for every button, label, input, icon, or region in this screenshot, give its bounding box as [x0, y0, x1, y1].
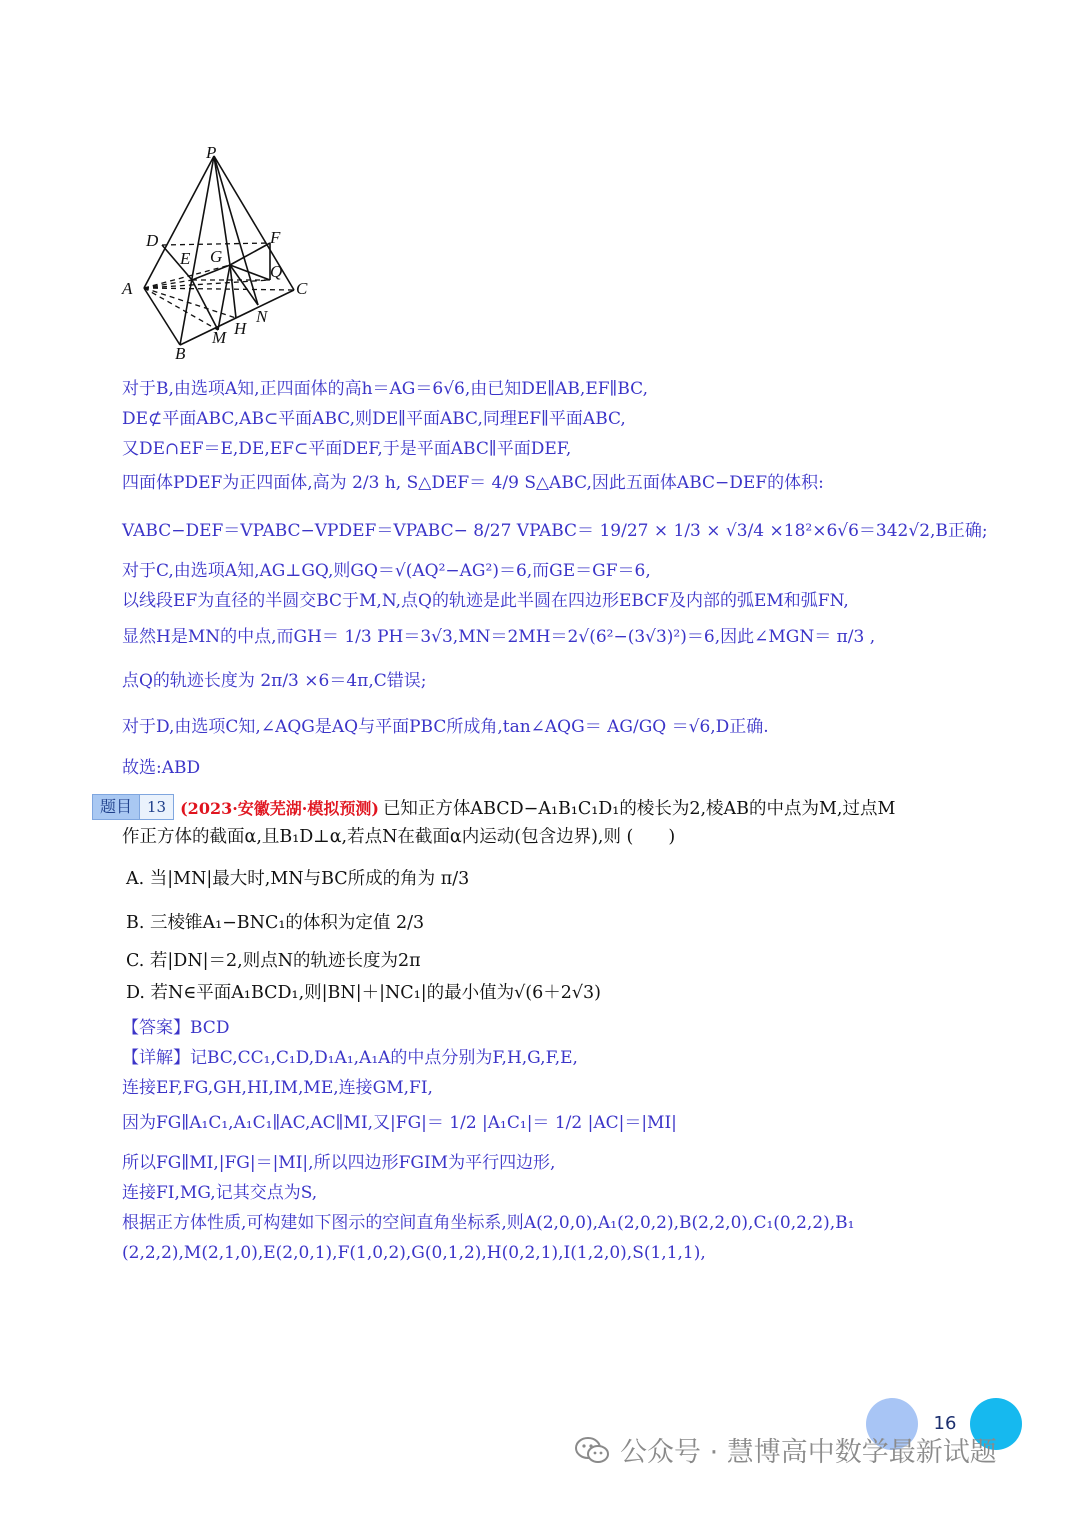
- label-g: G: [210, 247, 223, 266]
- solution-line-6: 对于C,由选项A知,AG⊥GQ,则GQ＝√(AQ²−AG²)＝6,而GE＝GF＝6,: [122, 561, 651, 581]
- solution-answer-line: 故选:ABD: [122, 758, 201, 778]
- label-q: Q: [270, 262, 283, 281]
- detail-line-7: (2,2,2),M(2,1,0),E(2,0,1),F(1,0,2),G(0,1,2),H(0,2,1),I(1,2,0),S(1,1,1),: [122, 1243, 706, 1263]
- watermark-text: 公众号 · 慧博高中数学最新试题: [620, 1437, 997, 1468]
- label-p: P: [206, 143, 217, 162]
- solution-line-8: 显然H是MN的中点,而GH＝ 1/3 PH＝3√3,MN＝2MH＝2√(6²−(3√3)²)＝6,因此∠MGN＝ π/3 ,: [122, 627, 876, 647]
- question-header: [92, 795, 895, 819]
- question-tag: 题目: [92, 794, 140, 820]
- solution-line-10: 对于D,由选项C知,∠AQG是AQ与平面PBC所成角,tan∠AQG＝ AG/GQ ＝√6,D正确.: [122, 717, 769, 737]
- option-c: C. 若|DN|＝2,则点N的轨迹长度为2π: [126, 951, 421, 971]
- solution-line-2: DE⊄平面ABC,AB⊂平面ABC,则DE∥平面ABC,同理EF∥平面ABC,: [122, 409, 626, 429]
- solution-line-7: 以线段EF为直径的半圆交BC于M,N,点Q的轨迹是此半圆在四边形EBCF及内部的弧EM和弧FN,: [122, 591, 849, 611]
- label-f: F: [270, 228, 281, 247]
- solution-line-9: 点Q的轨迹长度为 2π/3 ×6＝4π,C错误;: [122, 671, 427, 691]
- question-number: 13: [140, 794, 174, 820]
- label-m: M: [212, 328, 227, 347]
- label-e: E: [180, 249, 191, 268]
- solution-line-4: 四面体PDEF为正四面体,高为 2/3 h, S△DEF＝ 4/9 S△ABC,因此五面体ABC−DEF的体积:: [122, 473, 824, 493]
- answer-line: 【答案】BCD: [122, 1018, 230, 1038]
- detail-line-6: 根据正方体性质,可构建如下图示的空间直角坐标系,则A(2,0,0),A₁(2,0,2),B(2,2,0),C₁(0,2,2),B₁: [122, 1213, 855, 1233]
- label-d: D: [146, 231, 159, 250]
- option-d: D. 若N∈平面A₁BCD₁,则|BN|＋|NC₁|的最小值为√(6＋2√3): [126, 983, 601, 1003]
- solution-line-3: 又DE∩EF＝E,DE,EF⊂平面DEF,于是平面ABC∥平面DEF,: [122, 439, 572, 459]
- solution-line-1: 对于B,由选项A知,正四面体的高h＝AG＝6√6,由已知DE∥AB,EF∥BC,: [122, 379, 648, 399]
- detail-line-5: 连接FI,MG,记其交点为S,: [122, 1183, 318, 1203]
- label-b: B: [175, 344, 186, 363]
- pyramid-figure: [118, 140, 328, 365]
- label-c: C: [296, 279, 308, 298]
- wechat-icon: [574, 1435, 610, 1465]
- question-source: (2023·安徽芜湖·模拟预测): [180, 798, 379, 818]
- question-text-line-2: 作正方体的截面α,且B₁D⊥α,若点N在截面α内运动(包含边界),则 ( ): [122, 827, 676, 847]
- detail-line-2: 连接EF,FG,GH,HI,IM,ME,连接GM,FI,: [122, 1078, 433, 1098]
- label-a: A: [122, 279, 133, 298]
- page-number: 16: [933, 1413, 957, 1434]
- label-h: H: [234, 319, 247, 338]
- option-a: A. 当|MN|最大时,MN与BC所成的角为 π/3: [126, 869, 470, 889]
- label-n: N: [256, 307, 268, 326]
- detail-line-3: 因为FG∥A₁C₁,A₁C₁∥AC,AC∥MI,又|FG|＝ 1/2 |A₁C₁|＝ 1/2 |AC|＝|MI|: [122, 1113, 677, 1133]
- option-b: B. 三棱锥A₁−BNC₁的体积为定值 2/3: [126, 913, 425, 933]
- solution-line-5: VABC−DEF＝VPABC−VPDEF＝VPABC− 8/27 VPABC＝ 19/27 × 1/3 × √3/4 ×18²×6√6＝342√2,B正确;: [122, 521, 988, 541]
- question-text-line-1: 已知正方体ABCD−A₁B₁C₁D₁的棱长为2,棱AB的中点为M,过点M: [382, 798, 896, 819]
- watermark: [574, 1430, 997, 1469]
- detail-line-1: 【详解】记BC,CC₁,C₁D,D₁A₁,A₁A的中点分别为F,H,G,F,E,: [122, 1048, 578, 1068]
- detail-line-4: 所以FG∥MI,|FG|＝|MI|,所以四边形FGIM为平行四边形,: [122, 1153, 556, 1173]
